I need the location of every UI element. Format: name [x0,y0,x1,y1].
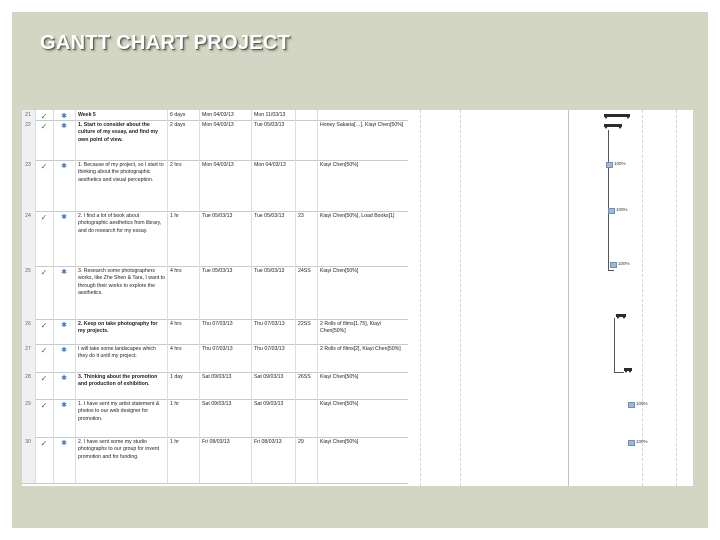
summary-bar [616,314,626,317]
complete-check-icon: ✓ [36,437,54,483]
task-resources: Honey Sakaria[…], Kiayi Chen[50%] [320,122,404,128]
task-predecessors [296,120,318,160]
task-duration: 1 day [168,372,200,399]
task-predecessors [296,344,318,372]
task-duration: 1 hr [168,437,200,483]
task-bar [608,208,615,214]
task-mode-icon: ✱ [54,110,76,120]
complete-check-icon: ✓ [36,160,54,211]
table-row[interactable] [22,319,408,345]
task-table [22,110,409,486]
task-finish: Tue 05/03/13 [252,211,296,266]
task-finish: Sat 09/03/13 [252,399,296,437]
task-bar [628,440,635,446]
task-duration: 1 hr [168,399,200,437]
task-progress-label: 100% [616,207,628,212]
summary-bar-cap [622,316,626,319]
task-progress-label: 100% [636,401,648,406]
gantt-chart [408,110,693,486]
complete-check-icon: ✓ [36,266,54,319]
task-mode-icon: ✱ [54,319,76,344]
task-resources: Kiayi Chen[50%], Load Books[1] [320,213,395,219]
task-resources: 2 Rolls of films[1.75], Kiayi Chen[50%] [320,321,381,335]
row-id: 23 [22,160,36,211]
dependency-connector [614,372,624,373]
task-mode-icon: ✱ [54,266,76,319]
task-mode-icon: ✱ [54,399,76,437]
task-duration: 1 hr [168,211,200,266]
complete-check-icon: ✓ [36,399,54,437]
task-resources: Kiayi Chen[50%] [320,374,359,380]
task-name[interactable]: 3. Thinking about the promotion and production of exhibition. [76,372,168,399]
task-predecessors: 22SS [296,319,318,344]
task-name[interactable]: 2. I have sent some my studio photographs to our group for invent promotion and for funding. [76,437,168,483]
task-start: Fri 08/03/13 [200,437,252,483]
task-start: Sat 09/03/13 [200,372,252,399]
task-start: Mon 04/03/13 [200,160,252,211]
task-bar [610,262,617,268]
summary-bar [624,368,632,371]
task-finish: Tue 05/03/13 [252,266,296,319]
summary-bar-cap [626,116,630,119]
task-start: Sat 09/03/13 [200,399,252,437]
task-predecessors: 26SS [296,372,318,399]
summary-bar-cap [604,126,608,129]
dependency-connector [608,270,614,271]
row-id: 21 [22,110,36,120]
task-finish: Fri 08/03/13 [252,437,296,483]
complete-check-icon: ✓ [36,211,54,266]
task-predecessors [296,399,318,437]
task-start: Thu 07/03/13 [200,319,252,344]
complete-check-icon: ✓ [36,372,54,399]
row-id: 29 [22,399,36,437]
task-predecessors [296,160,318,211]
task-resources: Kiayi Chen[50%] [320,401,359,407]
chart-gridline [460,110,461,486]
summary-bar [604,114,630,117]
task-mode-icon: ✱ [54,437,76,483]
task-name[interactable]: 1. Because of my project, so I start to thinking about the photographic aesthetics and visual perception. [76,160,168,211]
summary-bar-cap [604,116,608,119]
chart-gridline [642,110,643,486]
task-predecessors [296,110,318,120]
complete-check-icon: ✓ [36,120,54,160]
summary-bar-cap [616,316,620,319]
task-duration: 4 hrs [168,319,200,344]
slide-title: GANTT CHART PROJECT [40,32,291,54]
table-row[interactable] [22,437,408,484]
task-finish: Sat 09/03/13 [252,372,296,399]
task-start: Thu 07/03/13 [200,344,252,372]
chart-gridline [420,110,421,486]
row-id: 26 [22,319,36,344]
task-finish: Mon 04/03/13 [252,160,296,211]
table-row[interactable] [22,120,408,161]
row-id: 27 [22,344,36,372]
dependency-connector [608,130,609,270]
task-mode-icon: ✱ [54,344,76,372]
task-name[interactable]: I will take some landscapes which they do it until my project. [76,344,168,372]
task-name[interactable]: 1. Start to consider about the culture of my essay, and find my own point of view. [76,120,168,160]
task-progress-label: 100% [618,261,630,266]
task-mode-icon: ✱ [54,120,76,160]
table-row[interactable] [22,399,408,438]
task-duration: 4 hrs [168,266,200,319]
complete-check-icon: ✓ [36,110,54,120]
task-resources: Kiayi Chen[50%] [320,439,359,445]
complete-check-icon: ✓ [36,344,54,372]
task-start: Tue 05/03/13 [200,211,252,266]
dependency-connector [614,318,615,372]
task-resources: Kiayi Chen[50%] [320,162,359,168]
summary-bar-cap [628,370,632,373]
task-bar [606,162,613,168]
task-finish: Thu 07/03/13 [252,344,296,372]
task-progress-label: 100% [636,439,648,444]
gantt-screenshot [22,110,693,486]
summary-bar-cap [618,126,622,129]
task-predecessors: 29 [296,437,318,483]
task-duration: 2 days [168,120,200,160]
task-start: Tue 05/03/13 [200,266,252,319]
chart-gridline [676,110,677,486]
table-row[interactable] [22,160,408,212]
table-row[interactable] [22,266,408,320]
task-predecessors: 24SS [296,266,318,319]
task-duration: 2 hrs [168,160,200,211]
task-name[interactable]: 3. Research some photographers works, like Zhe Shen & Tara, I want to through their works to explore the aesthetics. [76,266,168,319]
task-name[interactable]: 2. Keep on take photography for my projects. [76,319,168,344]
task-start: Mon 04/03/13 [200,110,252,120]
row-id: 28 [22,372,36,399]
task-resources: 2 Rolls of films[2], Kiayi Chen[50%] [320,346,401,352]
task-name[interactable]: Week 5 [76,110,168,120]
table-row[interactable] [22,372,408,400]
task-predecessors: 23 [296,211,318,266]
row-id: 30 [22,437,36,483]
task-finish: Mon 11/03/13 [252,110,296,120]
task-mode-icon: ✱ [54,372,76,399]
row-id: 25 [22,266,36,319]
task-duration: 6 days [168,110,200,120]
task-progress-label: 100% [614,161,626,166]
task-name[interactable]: 2. I find a lot of book about photographic aesthetics from library, and do research for my essay. [76,211,168,266]
task-start: Mon 04/03/13 [200,120,252,160]
table-row[interactable] [22,211,408,267]
complete-check-icon: ✓ [36,319,54,344]
task-resources: Kiayi Chen[50%] [320,268,359,274]
task-finish: Thu 07/03/13 [252,319,296,344]
task-mode-icon: ✱ [54,211,76,266]
chart-gridline [568,110,569,486]
row-id: 24 [22,211,36,266]
table-row[interactable] [22,344,408,373]
task-name[interactable]: 1. I have sent my artist statement & photos to our web designer for promotion. [76,399,168,437]
row-id: 22 [22,120,36,160]
task-resources [318,110,408,120]
task-finish: Tue 05/03/13 [252,120,296,160]
task-mode-icon: ✱ [54,160,76,211]
task-duration: 4 hrs [168,344,200,372]
summary-bar [604,124,622,127]
task-bar [628,402,635,408]
